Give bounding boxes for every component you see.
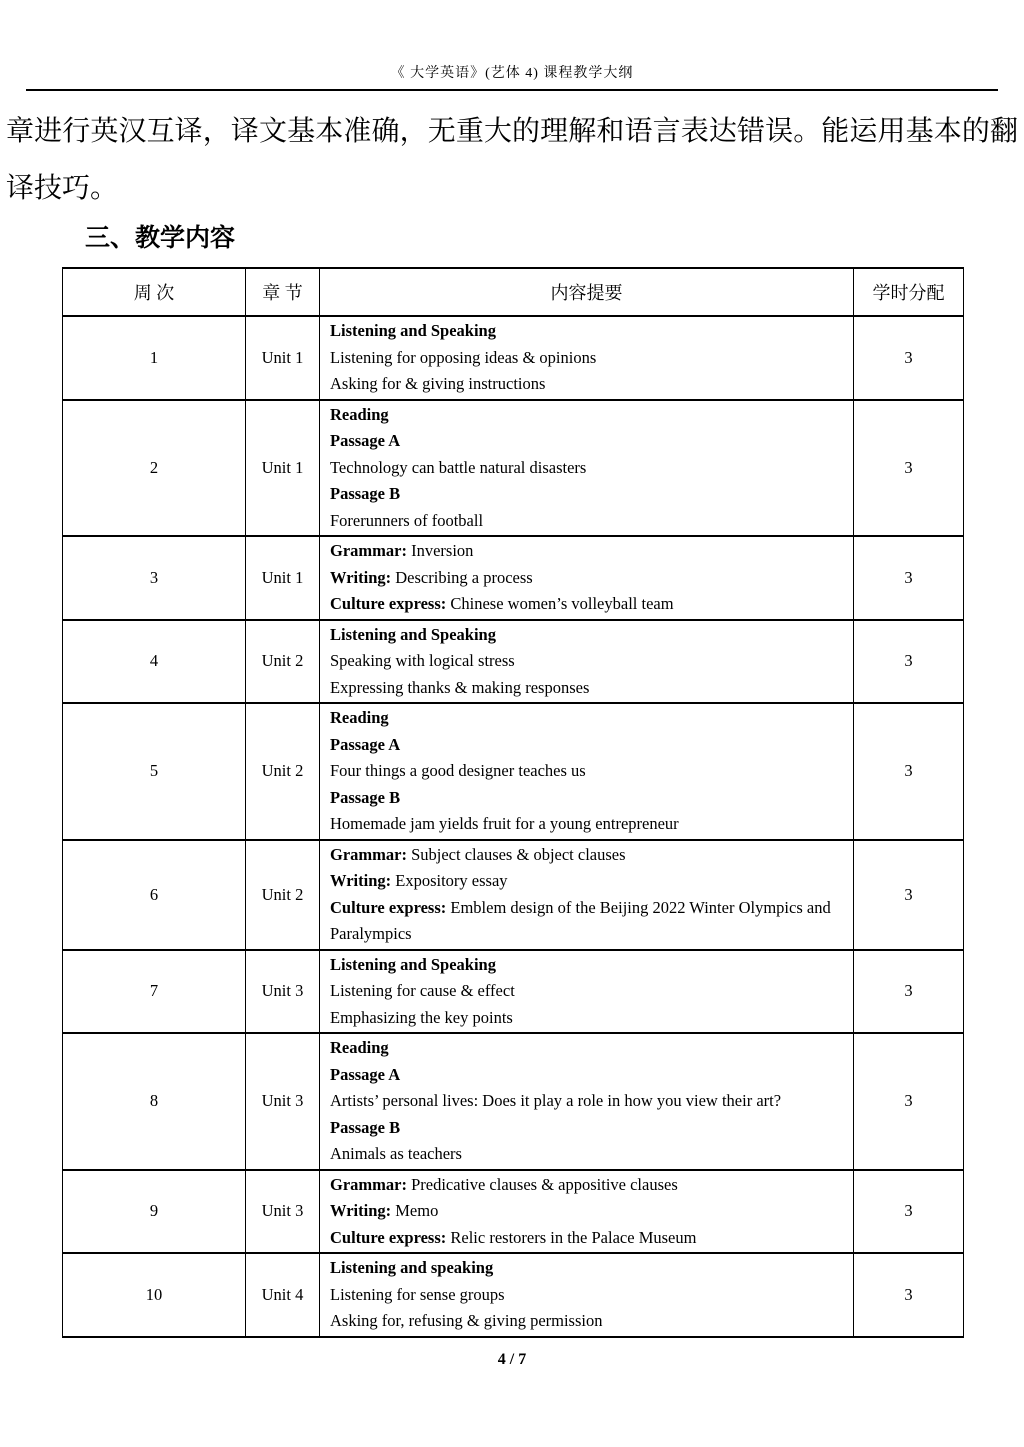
unit-cell: Unit 2 [246,703,320,840]
week-cell: 4 [63,620,246,704]
unit-cell: Unit 3 [246,1033,320,1170]
table-row [63,536,964,620]
week-cell: 6 [63,840,246,950]
table-header-row [63,268,964,316]
content-cell [320,703,854,840]
content-line: Asking for & giving instructions [330,374,546,393]
content-line: Reading [330,708,389,727]
unit-cell: Unit 3 [246,950,320,1034]
content-line: Speaking with logical stress [330,651,515,670]
content-line: Grammar: Subject clauses & object clauses [330,844,626,864]
intro-paragraph: 章进行英汉互译，译文基本准确，无重大的理解和语言表达错误。能运用基本的翻译技巧。 [6,116,1018,204]
week-cell: 1 [63,316,246,400]
hours-cell: 3 [854,620,964,704]
content-line: Animals as teachers [330,1144,462,1163]
week-cell: 5 [63,703,246,840]
content-cell [320,620,854,704]
content-line: Listening and speaking [330,1258,494,1277]
content-cell [320,400,854,537]
content-line: Passage B [330,1117,401,1137]
unit-cell: Unit 1 [246,316,320,400]
week-cell: 8 [63,1033,246,1170]
hours-cell: 3 [854,703,964,840]
content-line: Passage A [330,1064,401,1084]
content-cell [320,840,854,950]
unit-cell: Unit 2 [246,840,320,950]
table-row [63,1170,964,1254]
content-cell [320,536,854,620]
content-line: Passage A [330,734,401,754]
content-line: Listening for opposing ideas & opinions [330,347,597,367]
content-line: Writing: Memo [330,1201,439,1220]
column-header: 周 次 [63,268,246,316]
column-header: 内容提要 [320,268,854,316]
section-heading: 三、教学内容 [85,224,236,252]
table-row [63,703,964,840]
table-row [63,400,964,537]
week-cell: 10 [63,1253,246,1337]
content-cell [320,950,854,1034]
week-cell: 2 [63,400,246,537]
header-divider [26,89,998,91]
hours-cell: 3 [854,316,964,400]
teaching-content-table [62,267,964,1338]
content-line: Culture express: Emblem design of the Beijing 2022 Winter Olympics and Paralympics [330,897,831,943]
table-row [63,316,964,400]
content-line: Technology can battle natural disasters [330,457,587,477]
week-cell: 7 [63,950,246,1034]
content-line: Grammar: Inversion [330,541,474,560]
content-cell [320,1170,854,1254]
content-line: Artists’ personal lives: Does it play a role in how you view their art? [330,1091,782,1110]
content-line: Reading [330,1038,389,1057]
content-line: Reading [330,404,389,424]
content-line: Passage B [330,484,401,503]
hours-cell: 3 [854,1033,964,1170]
unit-cell: Unit 3 [246,1170,320,1254]
table-row [63,620,964,704]
content-line: Four things a good designer teaches us [330,761,586,780]
content-line: Grammar: Predicative clauses & appositive clauses [330,1174,678,1194]
table-row [63,840,964,950]
content-line: Asking for, refusing & giving permission [330,1311,603,1330]
hours-cell: 3 [854,950,964,1034]
content-line: Listening for sense groups [330,1284,505,1304]
page-number: 4 / 7 [497,1350,527,1368]
content-cell [320,1033,854,1170]
hours-cell: 3 [854,840,964,950]
content-line: Writing: Describing a process [330,567,533,587]
week-cell: 9 [63,1170,246,1254]
content-line: Listening and Speaking [330,954,496,974]
week-cell: 3 [63,536,246,620]
hours-cell: 3 [854,1170,964,1254]
content-line: Writing: Expository essay [330,871,508,890]
unit-cell: Unit 2 [246,620,320,704]
table-row [63,950,964,1034]
content-line: Listening and Speaking [330,321,496,340]
content-line: Listening for cause & effect [330,981,515,1000]
hours-cell: 3 [854,1253,964,1337]
content-line: Culture express: Relic restorers in the Palace Museum [330,1227,697,1247]
content-cell [320,1253,854,1337]
page-header [0,0,1024,91]
content-cell [320,316,854,400]
document-title: 《 大学英语》(艺体 4) 课程教学大纲 [390,66,634,81]
hours-cell: 3 [854,400,964,537]
unit-cell: Unit 1 [246,536,320,620]
content-line: Homemade jam yields fruit for a young entrepreneur [330,814,679,833]
content-line: Passage A [330,431,401,450]
unit-cell: Unit 1 [246,400,320,537]
content-line: Expressing thanks & making responses [330,677,590,697]
table-row [63,1033,964,1170]
content-line: Listening and Speaking [330,624,496,644]
content-line: Culture express: Chinese women’s volleyball team [330,594,674,613]
unit-cell: Unit 4 [246,1253,320,1337]
hours-cell: 3 [854,536,964,620]
table-row [63,1253,964,1337]
column-header: 章 节 [246,268,320,316]
content-line: Emphasizing the key points [330,1007,513,1027]
column-header: 学时分配 [854,268,964,316]
content-line: Passage B [330,787,401,807]
content-line: Forerunners of football [330,510,484,530]
